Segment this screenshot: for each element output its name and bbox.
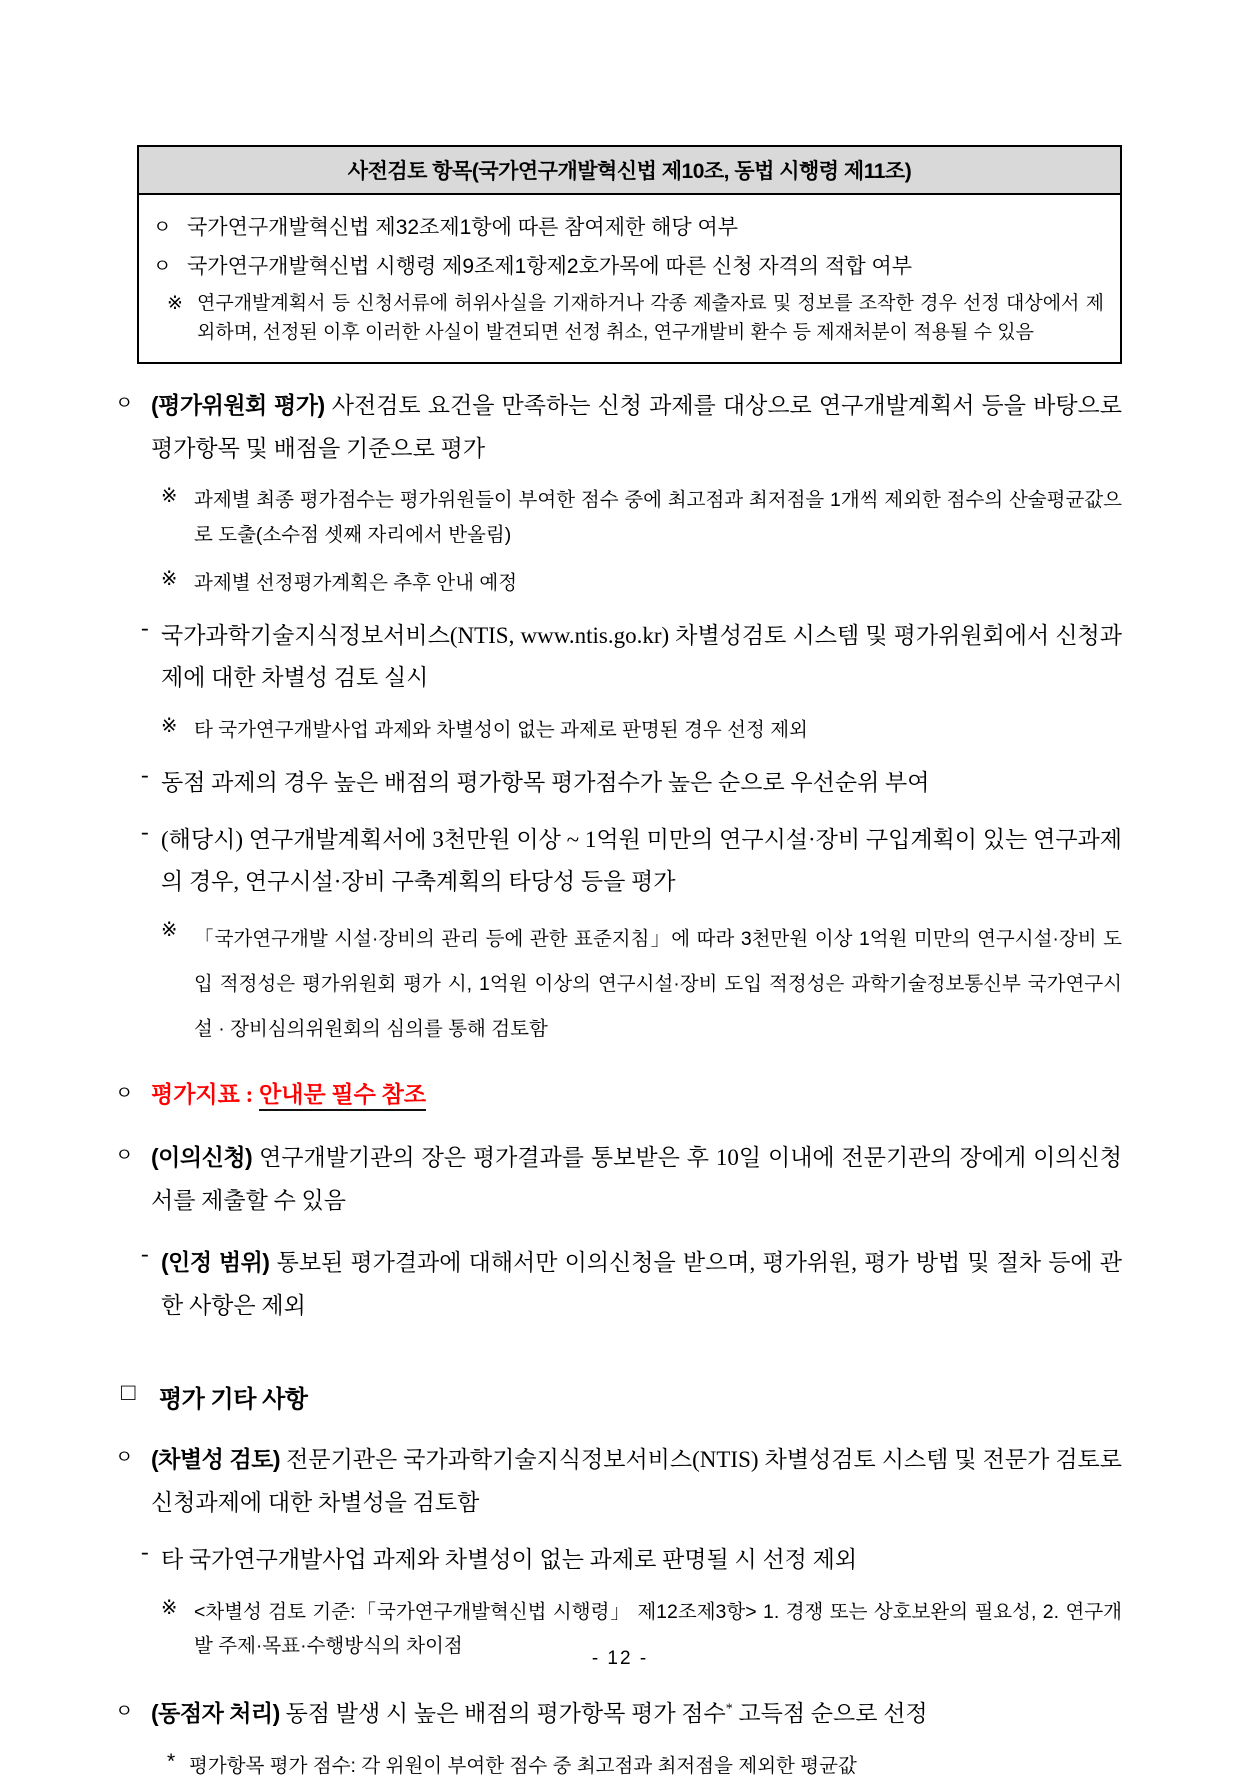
ntis-exclusion-note [161, 713, 1122, 748]
pre-review-box [137, 145, 1122, 364]
page-number: - 12 - [591, 1648, 649, 1669]
ntis-check-text: 국가과학기술지식정보서비스(NTIS, www.ntis.go.kr) 차별성검토 시스템 및 평가위원회에서 신청과제에 대한 차별성 검토 실시 [161, 622, 1122, 691]
objection-body: 연구개발기관의 장은 평가결과를 통보받은 후 10일 이내에 전문기관의 장에게 이의신청서를 제출할 수 있음 [151, 1145, 1122, 1214]
differentiation-label: (차별성 검토) [151, 1446, 281, 1473]
objection-scope-item [141, 1241, 1122, 1328]
committee-eval-label: (평가위원회 평가) [151, 391, 325, 418]
tiebreak-text [151, 1692, 928, 1736]
committee-eval-text [151, 384, 1122, 471]
circle-bullet: ㅇ [153, 217, 172, 238]
circle-bullet: ㅇ [115, 1082, 134, 1104]
pre-review-note-text: 연구개발계획서 등 신청서류에 허위사실을 기재하거나 각종 제출자료 및 정보를 조작한 경우 선정 대상에서 제외하며, 선정된 이후 이러한 사실이 발견되면 선정 취소, 연구개발비 환수 등 제재처분이 적용될 수 있음 [197, 293, 1104, 344]
reference-mark: ※ [167, 293, 183, 314]
circle-bullet: ㅇ [115, 1447, 134, 1469]
dash-bullet: - [141, 614, 149, 640]
differentiation-exclusion-item [141, 1539, 1122, 1582]
dash-bullet: - [141, 1240, 149, 1266]
differentiation-exclusion-text: 타 국가연구개발사업 과제와 차별성이 없는 과제로 판명될 시 선정 제외 [161, 1546, 858, 1572]
facility-text: (해당시) 연구개발계획서에 3천만원 이상 ~ 1억원 미만의 연구시설·장비 구입계획이 있는 연구과제의 경우, 연구시설·장비 구축계획의 타당성 등을 평가 [161, 826, 1122, 895]
tiebreak-tail: 고득점 순으로 선정 [738, 1701, 928, 1727]
objection-scope-body: 통보된 평가결과에 대해서만 이의신청을 받으며, 평가위원, 평가 방법 및 절차 등에 관한 사항은 제외 [161, 1249, 1122, 1318]
tie-priority-text: 동점 과제의 경우 높은 배점의 평가항목 평가점수가 높은 순으로 우선순위 부여 [161, 769, 930, 795]
reference-mark: ※ [161, 715, 178, 738]
pre-review-box-body [139, 195, 1120, 362]
final-score-note-text: 과제별 최종 평가점수는 평가위원들이 부여한 점수 중에 최고점과 최저점을 1개씩 제외한 점수의 산술평균값으로 도출(소수점 셋째 자리에서 반올림) [194, 489, 1122, 547]
reference-mark: ※ [161, 485, 178, 508]
tiebreak-item [115, 1692, 1122, 1736]
pre-review-item-text: 국가연구개발혁신법 제32조제1항에 따른 참여제한 해당 여부 [187, 216, 739, 239]
etc-section-title: 평가 기타 사항 [159, 1386, 308, 1414]
circle-bullet: ㅇ [153, 255, 172, 277]
differentiation-body: 전문기관은 국가과학기술지식정보서비스(NTIS) 차별성검토 시스템 및 전문가 검토로 신청과제에 대한 차별성을 검토함 [151, 1447, 1122, 1516]
etc-section-heading [121, 1379, 1122, 1414]
eval-index-text [151, 1074, 426, 1117]
tiebreak-asterisk: * [725, 1700, 733, 1716]
tiebreak-score-note [167, 1749, 1122, 1784]
tiebreak-label: (동점자 처리) [151, 1700, 280, 1727]
differentiation-criteria-note-text: <차별성 검토 기준:「국가연구개발혁신법 시행령」 제12조제3항> 1. 경쟁 또는 상호보완의 필요성, 2. 연구개발 주제·목표·수행방식의 차이점 [194, 1600, 1122, 1658]
dash-bullet: - [141, 818, 149, 844]
objection-scope-label: (인정 범위) [161, 1248, 270, 1275]
ntis-check-item [141, 615, 1122, 701]
circle-bullet: ㅇ [115, 1145, 134, 1167]
asterisk-mark: * [167, 1749, 176, 1773]
differentiation-text [151, 1438, 1122, 1525]
final-score-note [161, 483, 1122, 552]
tiebreak-body: 동점 발생 시 높은 배점의 평가항목 평가 점수 [285, 1701, 726, 1727]
square-bullet: □ [121, 1379, 135, 1407]
pre-review-item [153, 212, 1104, 244]
facility-guideline-note [161, 917, 1122, 1052]
committee-eval-item [115, 384, 1122, 471]
eval-index-emphasis: 안내문 필수 참조 [259, 1082, 426, 1111]
tie-priority-item [141, 762, 1122, 805]
eval-index-item [115, 1074, 1122, 1117]
circle-bullet: ㅇ [115, 1701, 134, 1723]
objection-scope-text [161, 1241, 1122, 1328]
reference-mark: ※ [161, 1596, 178, 1619]
tiebreak-score-note-text: 평가항목 평가 점수: 각 위원이 부여한 점수 중 최고점과 최저점을 제외한 평균값 [189, 1754, 857, 1777]
reference-mark: ※ [161, 919, 178, 942]
objection-label: (이의신청) [151, 1144, 253, 1171]
facility-item [141, 819, 1122, 905]
circle-bullet: ㅇ [115, 392, 134, 414]
pre-review-item [153, 251, 1104, 283]
selection-plan-note [161, 566, 1122, 601]
pre-review-box-title: 사전검토 항목(국가연구개발혁신법 제10조, 동법 시행령 제11조) [139, 147, 1120, 195]
selection-plan-note-text: 과제별 선정평가계획은 추후 안내 예정 [194, 571, 518, 594]
ntis-exclusion-note-text: 타 국가연구개발사업 과제와 차별성이 없는 과제로 판명된 경우 선정 제외 [194, 719, 808, 742]
objection-text [151, 1136, 1122, 1223]
differentiation-item [115, 1438, 1122, 1525]
facility-guideline-note-text: 「국가연구개발 시설·장비의 관리 등에 관한 표준지침」에 따라 3천만원 이상 1억원 미만의 연구시설·장비 도입 적정성은 평가위원회 평가 시, 1억원 이상의 연구시설·장비 도입 적정성은 과학기술정보통신부 국가연구시설 · 장비심의위원회의 심의를 통해 검토함 [194, 928, 1122, 1040]
reference-mark: ※ [161, 567, 178, 590]
eval-index-label: 평가지표 : [151, 1081, 254, 1107]
dash-bullet: - [141, 1538, 149, 1564]
objection-item [115, 1136, 1122, 1223]
committee-eval-body: 사전검토 요건을 만족하는 신청 과제를 대상으로 연구개발계획서 등을 바탕으로 평가항목 및 배점을 기준으로 평가 [151, 392, 1122, 461]
dash-bullet: - [141, 761, 149, 787]
pre-review-note [167, 289, 1104, 348]
pre-review-item-text: 국가연구개발혁신법 시행령 제9조제1항제2호가목에 따른 신청 자격의 적합 여부 [187, 254, 913, 278]
